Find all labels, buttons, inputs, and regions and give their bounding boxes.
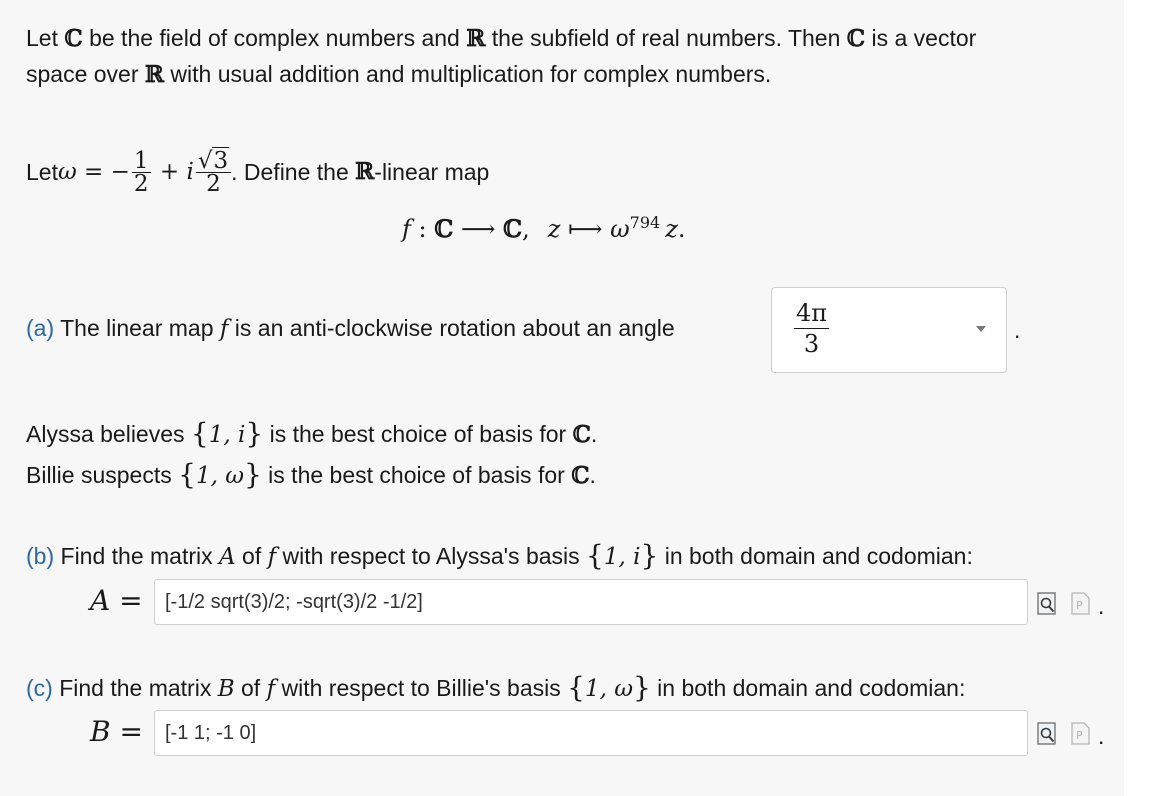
text: of [235, 543, 268, 569]
brace-left: { [190, 417, 209, 450]
map-definition [402, 205, 686, 247]
text: in both domain and codomian: [658, 543, 973, 569]
sqrt-symbol: √3 [197, 147, 229, 174]
mapsto-arrow: ⟼ [560, 215, 611, 243]
sqrt-argument: 3 [213, 147, 229, 174]
math-colon: : [410, 215, 435, 243]
fraction-numerator [196, 147, 231, 174]
text: . Define the [231, 159, 356, 185]
matrix-B-input[interactable]: [-1 1; -1 0] [154, 710, 1028, 756]
math-z: z [547, 215, 561, 243]
text: Find the matrix [52, 675, 218, 701]
part-b-period: . [1098, 593, 1105, 619]
chevron-down-icon[interactable] [976, 326, 986, 332]
math-omega: ω [57, 159, 77, 185]
brace-right: } [245, 417, 264, 450]
text: Alyssa believes [26, 421, 191, 447]
syntax-help-icon[interactable] [1071, 722, 1091, 746]
text: of [234, 675, 267, 701]
brace-left: { [586, 539, 604, 572]
math-B: B [217, 676, 235, 702]
math-f: f [402, 215, 411, 243]
part-c-question [26, 673, 965, 703]
long-arrow: ⟶ [453, 215, 504, 243]
text: in both domain and codomian: [650, 675, 966, 701]
fraction-one-half [132, 147, 151, 197]
syntax-help-icon[interactable] [1071, 592, 1091, 616]
text: with usual addition and multiplication for complex numbers. [164, 61, 772, 87]
text: is the best choice of basis for [261, 462, 572, 488]
math-period: . [677, 215, 686, 243]
math-C: ℂ [64, 25, 83, 52]
math-equals-minus: = − [76, 159, 130, 185]
dropdown-selected-value [794, 298, 829, 359]
math-f: f [267, 544, 277, 570]
fraction-sqrt3-over-2 [196, 147, 231, 197]
text: with respect to Billie's basis [275, 675, 568, 701]
part-a-label: (a) [26, 315, 55, 341]
math-R: ℝ [144, 61, 165, 88]
svg-text:P: P [1076, 729, 1083, 742]
text: -linear map [374, 159, 490, 185]
text: is an anti-clockwise rotation about an angle [228, 315, 675, 341]
matrix-A-input[interactable]: [-1/2 sqrt(3)/2; -sqrt(3)/2 -1/2] [154, 579, 1028, 625]
matrix-B-label: B = [90, 715, 143, 748]
text: . [589, 462, 596, 488]
text: space over [26, 61, 145, 87]
fraction-numerator: 4π [796, 299, 828, 327]
brace-right: } [243, 458, 262, 491]
part-a-question [26, 314, 675, 343]
text: the subfield of real numbers. Then [485, 25, 847, 51]
fraction-denominator: 3 [803, 330, 820, 358]
part-a-period: . [1014, 317, 1021, 343]
math-f: f [266, 676, 276, 702]
text: is the best choice of basis for [263, 421, 573, 447]
intro-line-1 [26, 24, 976, 53]
angle-dropdown[interactable] [771, 287, 1007, 373]
fraction-denominator: 2 [206, 170, 221, 197]
part-c-label: (c) [26, 675, 53, 701]
matrix-A-label: A = [90, 584, 143, 617]
text: Let [26, 25, 65, 51]
omega-definition [26, 144, 489, 200]
math-C: ℂ [503, 214, 523, 243]
math-plus: + [152, 159, 187, 185]
fraction-numerator: 1 [133, 147, 149, 174]
math-omega: ω [610, 215, 630, 243]
preview-icon[interactable] [1037, 592, 1057, 616]
part-b-label: (b) [26, 543, 55, 569]
math-exponent: 794 [629, 213, 661, 232]
text: be the field of complex numbers and [82, 25, 467, 51]
part-b-question [26, 541, 973, 571]
math-R: ℝ [355, 158, 375, 185]
brace-left: { [178, 458, 196, 491]
billie-statement [26, 460, 596, 490]
alyssa-statement [26, 419, 597, 449]
text: Billie suspects [26, 462, 179, 488]
math-A: A [219, 544, 236, 570]
fraction-denominator: 2 [133, 170, 149, 197]
text: is a vector [865, 25, 977, 51]
intro-line-2 [26, 60, 771, 89]
text: Let [26, 159, 58, 185]
math-i: i [186, 159, 194, 185]
math-C: ℂ [846, 25, 866, 52]
basis-set: 1, i [208, 422, 246, 448]
math-f: f [219, 316, 229, 342]
math-C: ℂ [572, 421, 591, 448]
brace-left: { [567, 671, 585, 704]
math-z: z [665, 215, 678, 243]
part-c-period: . [1098, 723, 1105, 749]
preview-icon[interactable] [1037, 722, 1057, 746]
basis-set: 1, i [603, 544, 641, 570]
text: Find the matrix [54, 543, 220, 569]
brace-right: } [632, 671, 651, 704]
basis-set: 1, ω [195, 463, 244, 489]
brace-right: } [640, 539, 659, 572]
math-C: ℂ [434, 214, 454, 243]
math-comma: , [522, 215, 530, 243]
text: . [590, 421, 598, 447]
svg-text:P: P [1076, 599, 1083, 612]
math-C: ℂ [571, 462, 590, 489]
math-R: ℝ [466, 25, 486, 52]
basis-set: 1, ω [584, 676, 633, 702]
text: with respect to Alyssa's basis [276, 543, 587, 569]
text: The linear map [54, 315, 220, 341]
